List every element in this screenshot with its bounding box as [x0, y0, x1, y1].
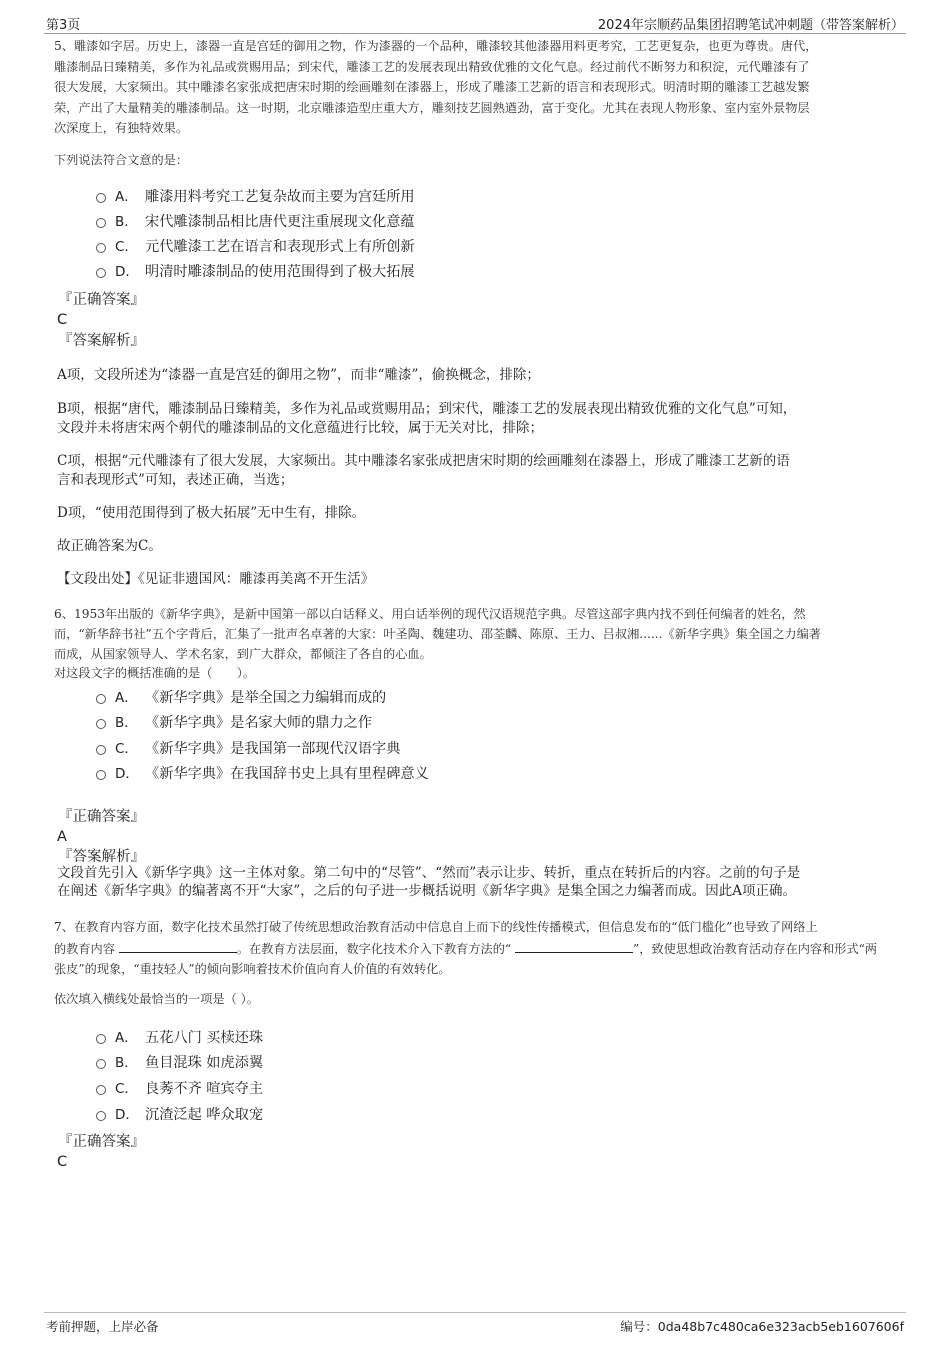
radio-icon[interactable] [96, 719, 106, 729]
q5-analysis-d: D项，“使用范围得到了极大拓展”无中生有，排除。 [57, 505, 366, 521]
q5-passage-line: 很大发展，大家频出。其中雕漆名家张成把唐宋时期的绘画雕刻在漆器上，形成了雕漆工艺新的语言和表现形式。明清时期的雕漆工艺越发繁 [54, 80, 810, 94]
q7-blank-2 [515, 938, 633, 953]
q7-text-part: 。在教育方法层面，数字化技术介入下教育方法的“ [236, 941, 512, 956]
radio-icon[interactable] [96, 193, 106, 203]
q6-passage-line: 6、1953年出版的《新华字典》，是新中国第一部以白话释义、用白话举例的现代汉语规范字典。尽管这部字典内找不到任何编者的姓名，然 [54, 607, 806, 621]
q6-option-b[interactable] [96, 712, 372, 734]
q7-text-part: 的教育内容 [54, 941, 115, 956]
q6-answer-label: 『正确答案』 [58, 809, 145, 825]
q7-answer: C [57, 1154, 68, 1170]
analysis-line: 文段并未将唐宋两个朝代的雕漆制品的文化意蕴进行比较，属于无关对比，排除； [57, 420, 543, 436]
q5-option-d[interactable] [96, 261, 415, 283]
option-text: 元代雕漆工艺在语言和表现形式上有所创新 [145, 239, 415, 255]
radio-icon[interactable] [96, 1034, 106, 1044]
option-text: 《新华字典》是举全国之力编辑而成的 [145, 690, 387, 706]
document-code-value: 0da48b7c480ca6e323acb5eb1607606f [657, 1319, 904, 1334]
q7-option-d[interactable] [96, 1104, 263, 1126]
q5-option-a[interactable] [96, 186, 415, 208]
document-code [620, 1317, 904, 1335]
option-text: 《新华字典》在我国辞书史上具有里程碑意义 [145, 766, 429, 782]
option-letter: A． [115, 1030, 138, 1046]
option-letter: A． [115, 690, 138, 706]
radio-icon[interactable] [96, 1085, 106, 1095]
q6-option-d[interactable] [96, 763, 429, 785]
q5-analysis-b [57, 400, 796, 438]
header-divider [44, 33, 906, 34]
q5-passage-line: 荣，产出了大量精美的雕漆制品。这一时期，北京雕漆造型庄重大方，雕刻技艺圆熟遒劲，富于变化。尤其在表现人物形象、室内室外景物层 [54, 100, 810, 115]
q5-passage-line: 雕漆制品日臻精美，多作为礼品或赏赐用品；到宋代，雕漆工艺的发展表现出精致优雅的文化气息。经过前代不断努力和积淀，元代雕漆有了 [54, 59, 810, 74]
q6-passage [54, 604, 914, 682]
page-number: 第3页 [46, 18, 81, 33]
option-letter: B． [115, 1055, 138, 1071]
q7-passage-line: 7、在教育内容方面，数字化技术虽然打破了传统思想政治教育活动中信息自上而下的线性传播模式，但信息发布的“低门槛化”也导致了网络上 [54, 920, 818, 934]
analysis-line: 文段首先引入《新华字典》这一主体对象。第二句中的“尽管”、“然而”表示让步、转折，重点在转折后的内容。之前的句子是 [57, 865, 801, 881]
analysis-line: 在阐述《新华字典》的编著离不开“大家”，之后的句子进一步概括说明《新华字典》是集全国之力编著而成。因此A项正确。 [57, 883, 797, 899]
q5-passage-line: 5、雕漆如字居。历史上，漆器一直是宫廷的御用之物，作为漆器的一个品种，雕漆较其他漆器用料更考究，工艺更复杂，也更为尊贵。唐代， [54, 39, 818, 53]
radio-icon[interactable] [96, 1111, 106, 1121]
q5-option-c[interactable] [96, 236, 415, 258]
q7-passage-line: 张皮”的现象，“重技轻人”的倾向影响着技术价值向育人价值的有效转化。 [54, 962, 451, 976]
q5-passage [54, 36, 914, 140]
q7-blank-1 [119, 938, 237, 953]
radio-icon[interactable] [96, 770, 106, 780]
option-letter: B． [115, 214, 138, 230]
q7-answer-label: 『正确答案』 [58, 1134, 145, 1150]
q6-analysis-label: 『答案解析』 [58, 849, 145, 865]
q6-passage-line: 而成，从国家领导人、学术名家，到广大群众，都倾注了各自的心血。 [54, 647, 432, 661]
q5-analysis-a: A项，文段所述为“漆器一直是宫廷的御用之物”，而非“雕漆”，偷换概念，排除； [57, 367, 540, 383]
q7-option-a[interactable] [96, 1027, 263, 1049]
document-code-label: 编号： [620, 1319, 658, 1334]
q5-passage-line: 次深度上，有独特效果。 [54, 121, 189, 135]
analysis-line: B项，根据“唐代，雕漆制品日臻精美，多作为礼品或赏赐用品；到宋代，雕漆工艺的发展表现出精致优雅的文化气息”可知， [57, 401, 797, 417]
radio-icon[interactable] [96, 745, 106, 755]
q6-analysis [57, 864, 800, 900]
q5-option-b[interactable] [96, 211, 415, 233]
option-letter: D． [115, 264, 139, 280]
q5-answer-label: 『正确答案』 [58, 292, 145, 308]
q6-option-c[interactable] [96, 738, 400, 760]
q6-prompt: 对这段文字的概括准确的是（ ）。 [54, 666, 256, 680]
footer-slogan: 考前押题，上岸必备 [46, 1319, 159, 1334]
option-letter: C． [115, 239, 138, 255]
q5-conclusion: 故正确答案为C。 [57, 538, 162, 554]
q5-analysis-label: 『答案解析』 [58, 333, 145, 349]
option-letter: D． [115, 766, 139, 782]
footer-divider [44, 1312, 906, 1313]
option-letter: A． [115, 189, 138, 205]
option-text: 良莠不齐 喧宾夺主 [145, 1081, 264, 1097]
option-text: 鱼目混珠 如虎添翼 [145, 1055, 264, 1071]
q7-option-c[interactable] [96, 1078, 263, 1100]
q6-answer: A [57, 829, 67, 845]
radio-icon[interactable] [96, 268, 106, 278]
radio-icon[interactable] [96, 694, 106, 704]
radio-icon[interactable] [96, 1059, 106, 1069]
option-letter: C． [115, 1081, 138, 1097]
option-letter: D． [115, 1107, 139, 1123]
option-letter: C． [115, 741, 138, 757]
option-text: 明清时雕漆制品的使用范围得到了极大拓展 [145, 264, 415, 280]
option-letter: B． [115, 715, 138, 731]
analysis-line: 言和表现形式”可知，表述正确，当选； [57, 472, 294, 488]
option-text: 五花八门 买椟还珠 [145, 1030, 264, 1046]
q7-passage [54, 917, 914, 980]
option-text: 沉渣泛起 哗众取宠 [145, 1107, 264, 1123]
q5-source: 【文段出处】《见证非遗国风：雕漆再美离不开生活》 [57, 571, 375, 587]
document-title: 2024年宗顺药品集团招聘笔试冲刺题（带答案解析） [597, 18, 904, 33]
radio-icon[interactable] [96, 218, 106, 228]
q7-prompt: 依次填入横线处最恰当的一项是（ ）。 [54, 992, 259, 1006]
q7-passage-line-2 [54, 938, 914, 960]
q7-text-part: ”，致使思想政治教育活动存在内容和形式“两 [633, 941, 878, 956]
q5-prompt: 下列说法符合文意的是： [54, 153, 189, 167]
q6-option-a[interactable] [96, 687, 386, 709]
option-text: 宋代雕漆制品相比唐代更注重展现文化意蕴 [145, 214, 415, 230]
q5-analysis-c [57, 452, 790, 490]
analysis-line: C项，根据“元代雕漆有了很大发展，大家频出。其中雕漆名家张成把唐宋时期的绘画雕刻在漆器上，形成了雕漆工艺新的语 [57, 453, 790, 469]
option-text: 《新华字典》是名家大师的鼎力之作 [145, 715, 373, 731]
radio-icon[interactable] [96, 243, 106, 253]
option-text: 雕漆用料考究工艺复杂故而主要为宫廷所用 [145, 189, 415, 205]
q6-passage-line: 而，“新华辞书社”五个字背后，汇集了一批声名卓著的大家：叶圣陶、魏建功、邵荃麟、陈原、王力、吕叔湘......《新华字典》集全国之力编著 [54, 627, 821, 641]
option-text: 《新华字典》是我国第一部现代汉语字典 [145, 741, 401, 757]
q7-option-b[interactable] [96, 1052, 263, 1074]
q5-answer: C [57, 312, 68, 328]
